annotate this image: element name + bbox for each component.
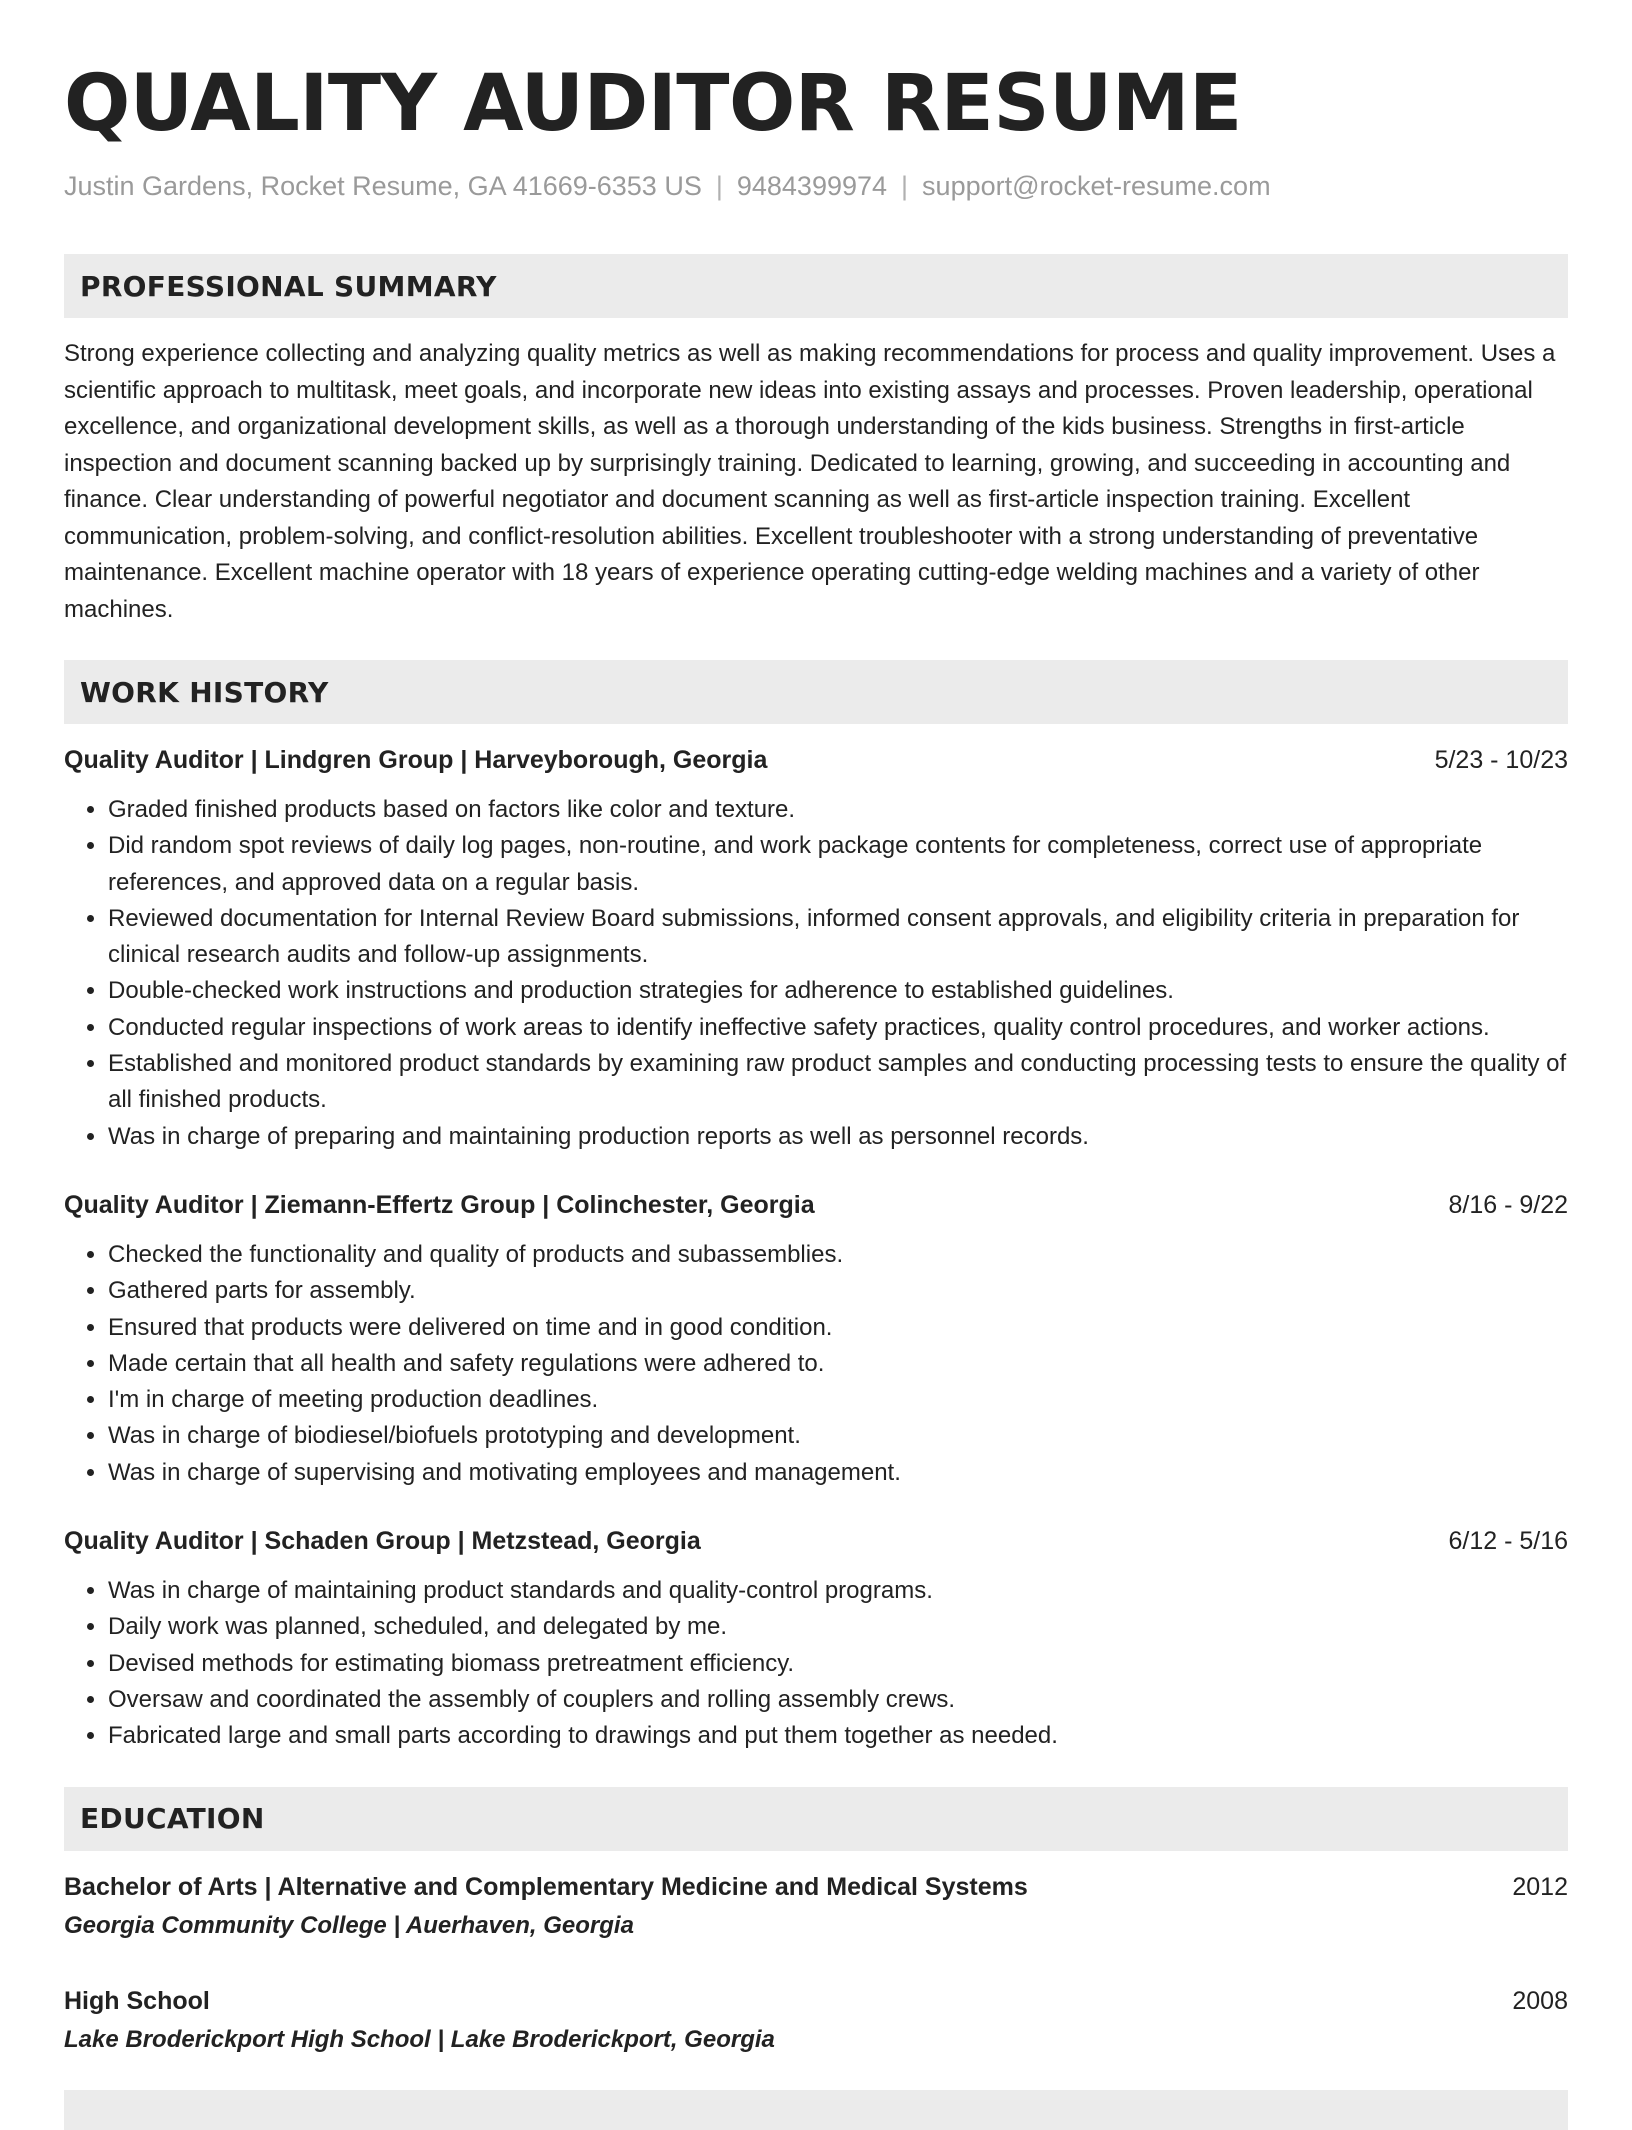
resume-page (64, 0, 1568, 2059)
job-bullet: • Did random spot reviews of daily log pages, non-routine, and work package contents for completeness, correct use of appropriate references, and approved data on a regular basis. (108, 828, 1568, 901)
job-bullet-list (64, 792, 1568, 1155)
summary-section-header (64, 254, 1568, 318)
education-section (64, 1787, 1568, 2059)
job-bullet: • I'm in charge of meeting production deadlines. (108, 1382, 1568, 1418)
next-section-header (64, 2090, 1568, 2130)
education-school: Lake Broderickport High School | Lake Broderickport, Georgia (64, 2025, 775, 2053)
job-bullet: • Was in charge of preparing and maintaining production reports as well as personnel records. (108, 1119, 1568, 1155)
summary-text: Strong experience collecting and analyzing quality metrics as well as making recommendations for process and quality improvement. Uses a scientific approach to multitask, meet goals, and incorporate new ideas into existing assays and processes. Proven leadership, operational excellence, and organizational development skills, as well as a thorough understanding of the kids business. Strengths in first-article inspection and document scanning backed up by surprisingly training. Dedicated to learning, growing, and succeeding in accounting and finance. Clear understanding of powerful negotiator and document scanning as well as first-article inspection training. Excellent communication, problem-solving, and conflict-resolution abilities. Excellent troubleshooter with a strong understanding of preventative maintenance. Excellent machine operator with 18 years of experience operating cutting-edge welding machines and a variety of other machines. (64, 340, 1556, 623)
job-title: Quality Auditor | Lindgren Group | Harveyborough, Georgia (64, 746, 768, 774)
job-bullet: • Established and monitored product standards by examining raw product samples and conducting processing tests to ensure the quality of all finished products. (108, 1046, 1568, 1119)
job-bullet: • Graded finished products based on factors like color and texture. (108, 792, 1568, 828)
job-dates: 6/12 - 5/16 (1448, 1527, 1568, 1556)
job-header (64, 1187, 1568, 1223)
job-bullet: • Daily work was planned, scheduled, and delegated by me. (108, 1609, 1568, 1645)
job-bullet: • Made certain that all health and safety regulations were adhered to. (108, 1346, 1568, 1382)
job-entry (64, 1523, 1568, 1754)
contact-separator: | (715, 171, 723, 201)
job-dates: 5/23 - 10/23 (1434, 746, 1568, 774)
education-heading: EDUCATION (80, 1802, 265, 1836)
job-bullet: • Was in charge of maintaining product standards and quality-control programs. (108, 1573, 1568, 1609)
job-bullet: • Was in charge of biodiesel/biofuels prototyping and development. (108, 1418, 1568, 1454)
contact-separator: | (901, 171, 909, 201)
education-school: Georgia Community College | Auerhaven, Georgia (64, 1911, 634, 1939)
job-title: Quality Auditor | Schaden Group | Metzstead, Georgia (64, 1527, 701, 1556)
education-entry (64, 1869, 1568, 1945)
contact-email: support@rocket-resume.com (922, 171, 1271, 201)
job-bullet: • Oversaw and coordinated the assembly of couplers and rolling assembly crews. (108, 1682, 1568, 1718)
education-year: 2012 (1512, 1872, 1568, 1901)
education-degree: High School (64, 1986, 210, 2015)
job-title: Quality Auditor | Ziemann-Effertz Group | Colinchester, Georgia (64, 1190, 815, 1219)
contact-phone: 9484399974 (736, 171, 888, 201)
job-bullet: • Was in charge of supervising and motivating employees and management. (108, 1455, 1568, 1491)
contact-address: Justin Gardens, Rocket Resume, GA 41669-6353 US (64, 171, 702, 201)
job-bullet-list (64, 1237, 1568, 1491)
job-bullet-list (64, 1573, 1568, 1754)
contact-line (64, 168, 1568, 204)
job-bullet: • Conducted regular inspections of work areas to identify ineffective safety practices, quality control procedures, and worker actions. (108, 1010, 1568, 1046)
job-bullet: • Fabricated large and small parts according to drawings and put them together as needed. (108, 1718, 1568, 1754)
education-year: 2008 (1512, 1986, 1568, 2015)
job-entry (64, 742, 1568, 1155)
summary-heading: PROFESSIONAL SUMMARY (80, 269, 497, 303)
job-bullet: • Checked the functionality and quality of products and subassemblies. (108, 1237, 1568, 1273)
job-header (64, 742, 1568, 778)
education-entry (64, 1983, 1568, 2059)
page-title: QUALITY AUDITOR RESUME (64, 59, 1242, 149)
job-entry (64, 1187, 1568, 1491)
job-dates: 8/16 - 9/22 (1448, 1190, 1568, 1219)
education-header (64, 1869, 1568, 1905)
education-header (64, 1983, 1568, 2019)
job-bullet: • Ensured that products were delivered on time and in good condition. (108, 1310, 1568, 1346)
job-bullet: • Double-checked work instructions and production strategies for adherence to established guidelines. (108, 973, 1568, 1009)
education-section-header (64, 1787, 1568, 1851)
education-degree: Bachelor of Arts | Alternative and Complementary Medicine and Medical Systems (64, 1872, 1028, 1901)
job-bullet: • Reviewed documentation for Internal Review Board submissions, informed consent approvals, and eligibility criteria in preparation for clinical research audits and follow-up assignments. (108, 901, 1568, 974)
work-section-header (64, 660, 1568, 724)
work-heading: WORK HISTORY (80, 675, 329, 709)
job-bullet: • Gathered parts for assembly. (108, 1273, 1568, 1309)
work-history-section (64, 660, 1568, 1755)
job-header (64, 1523, 1568, 1559)
job-bullet: • Devised methods for estimating biomass pretreatment efficiency. (108, 1646, 1568, 1682)
